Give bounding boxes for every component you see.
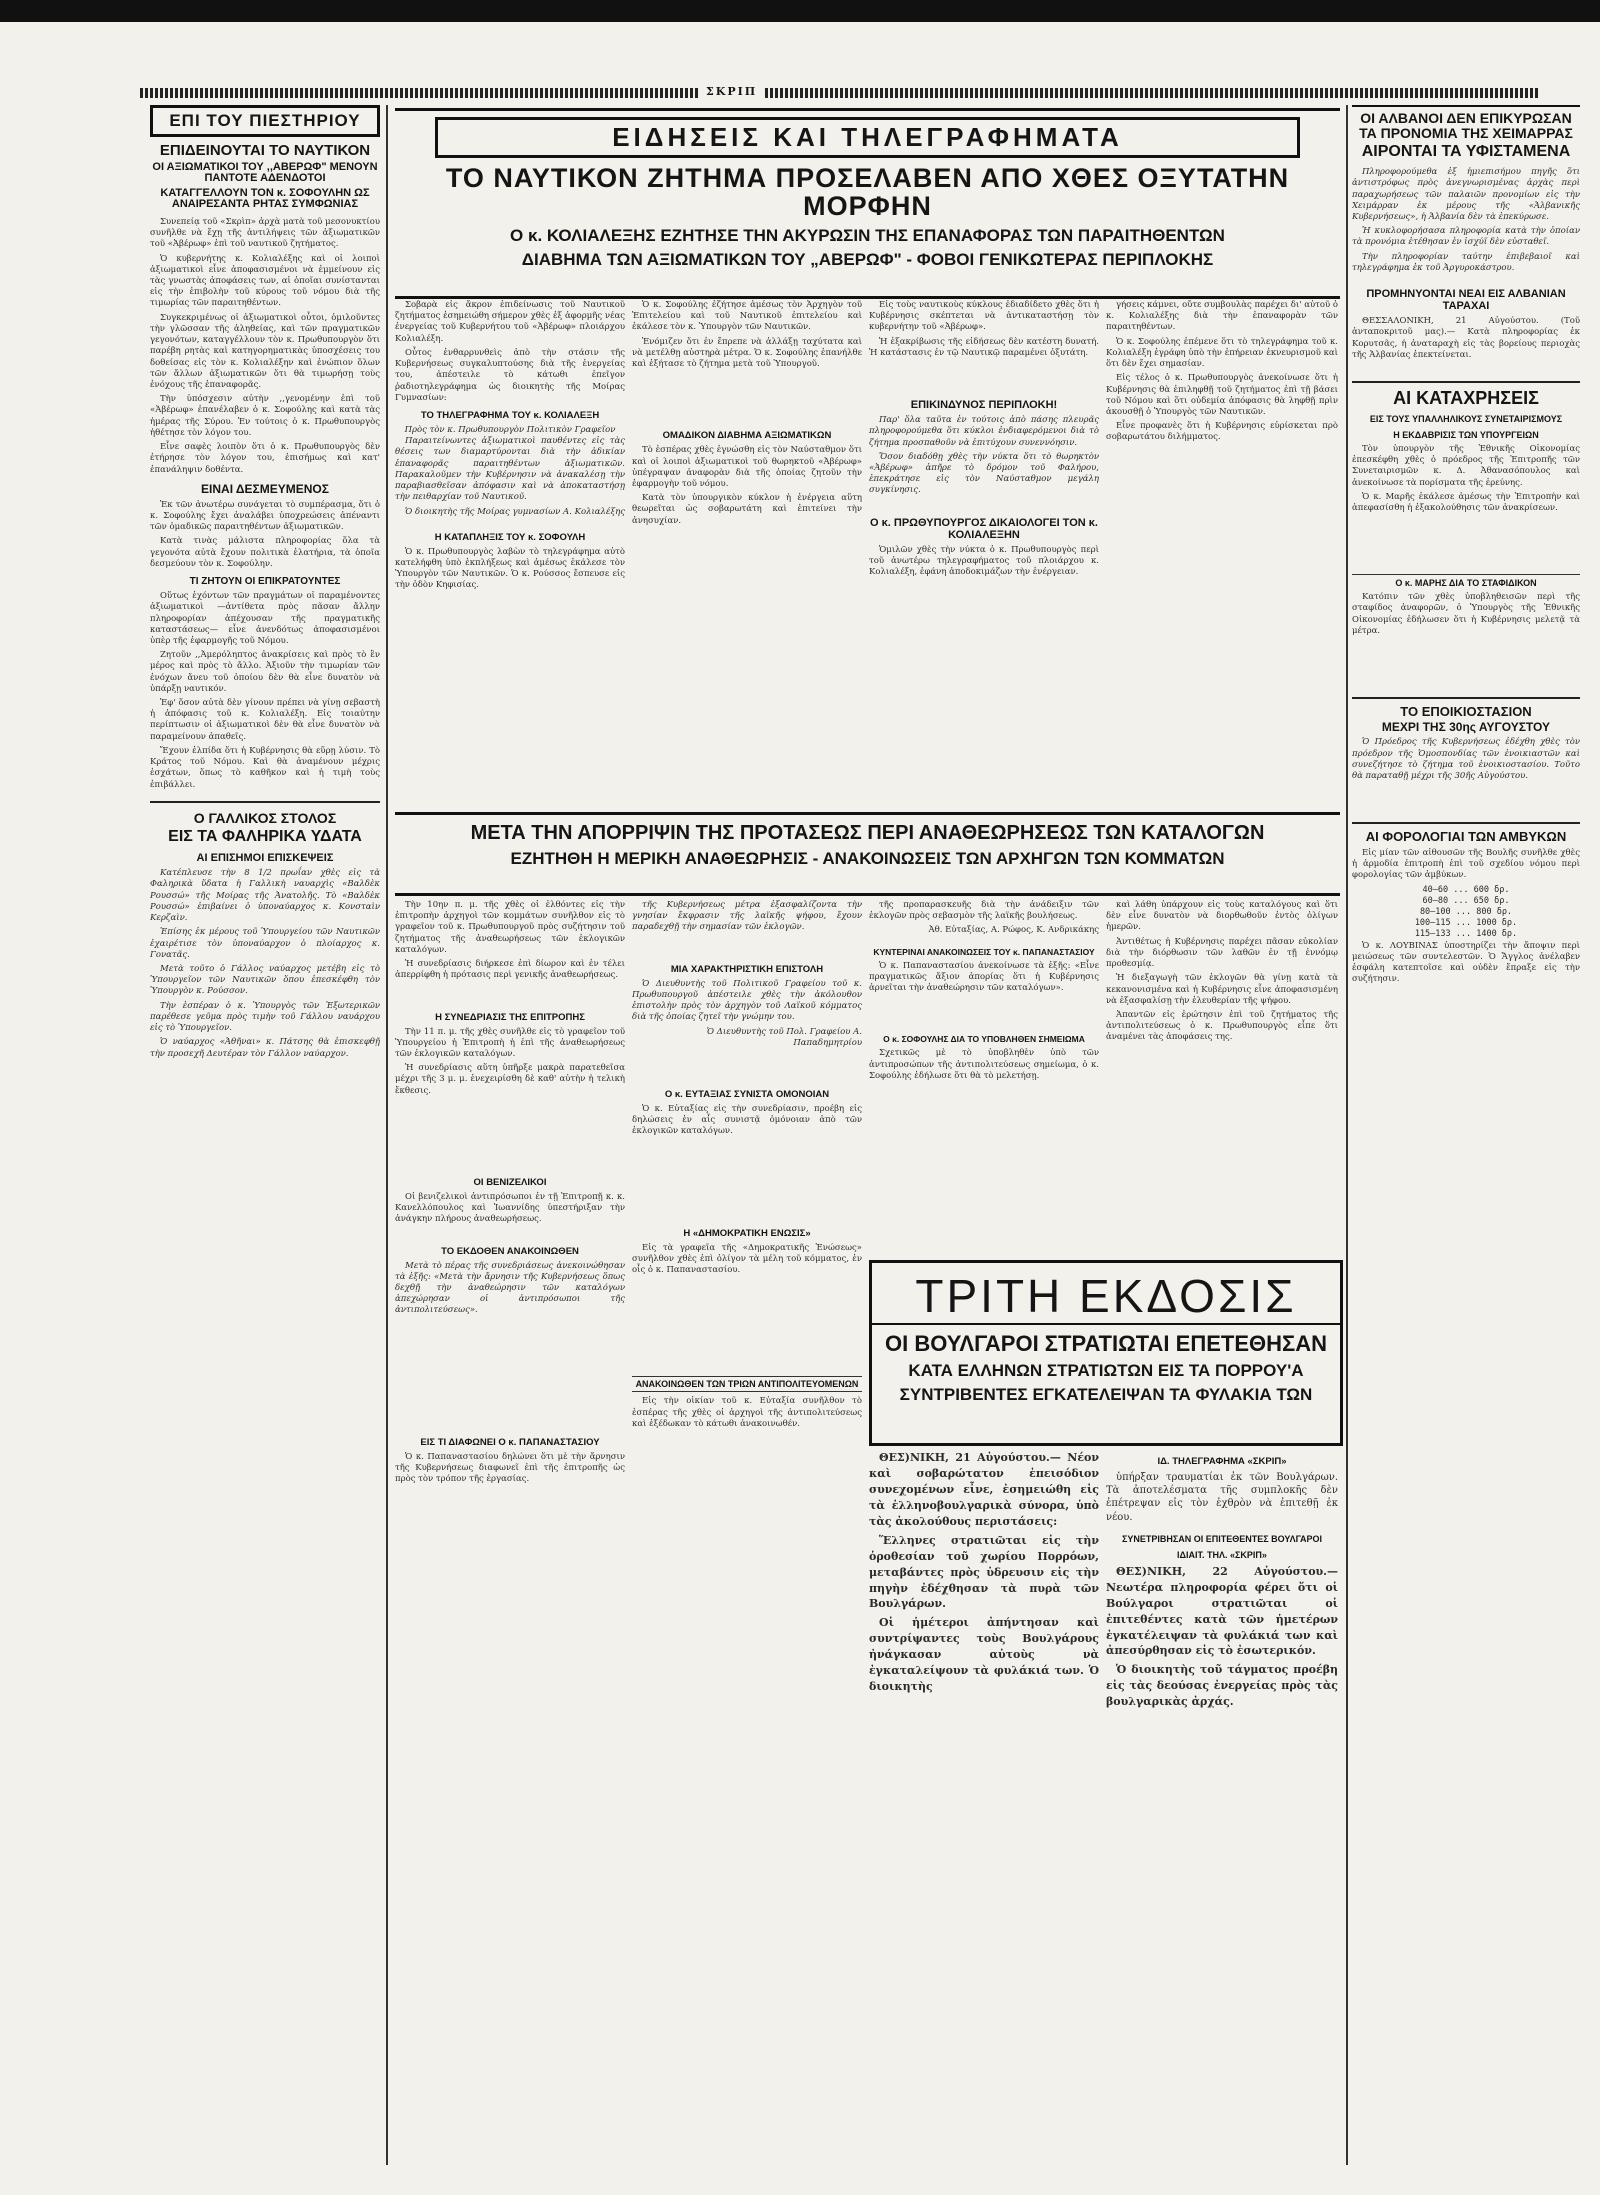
- article-body: [632, 445, 862, 527]
- paragraph: ὑπήρξαν τραυματίαι ἐκ τῶν Βουλγάρων. Τὰ ἀποτελέσματα τῆς συμπλοκῆς δὲν ἐπέτρεψαν εἰς τὸν ἐχθρὸν νὰ ἐπιτεθῇ ἐκ νέου.: [1106, 1472, 1338, 1523]
- paragraph: Εἶνε προφανὲς ὅτι ἡ Κυβέρνησις εὑρίσκεται πρὸ σοβαρωτάτου διλήμματος.: [1106, 421, 1338, 443]
- article-body: [869, 300, 1099, 359]
- paragraph: καὶ λάθη ὑπάρχουν εἰς τοὺς καταλόγους καὶ ὅτι δὲν εἶνε δυνατὸν νὰ διορθωθοῦν ἐντὸς ὀλίγων ἡμερῶν.: [1106, 900, 1338, 933]
- paragraph: Τὸ ἑσπέρας χθὲς ἐγνώσθη εἰς τὸν Ναύσταθμον ὅτι καὶ οἱ λοιποὶ ἀξιωματικοὶ τοῦ θωρηκτοῦ «Ἀβέρωφ» ὑπέγραψαν ἀναφορὰν διὰ τῆς ὁποίας ζητοῦν τὴν ἐφαρμογὴν τοῦ νόμου.: [632, 445, 862, 489]
- article-body: [1352, 444, 1580, 514]
- article-body: [1352, 592, 1580, 637]
- paragraph: Ἕλληνες στρατιῶται εἰς τὴν ὁροθεσίαν τοῦ χωρίου Πορρόων, μεταβάντες πρὸς ὑδρευσιν εἰς τὴν πηγὴν ἐδέχθησαν τὰ πυρὰ τῶν Βουλγάρων.: [869, 1533, 1099, 1611]
- article-body: [869, 961, 1099, 995]
- paragraph: Ἡ διεξαγωγὴ τῶν ἐκλογῶν θὰ γίνῃ κατὰ τὰ κεκανονισμένα καὶ ἡ Κυβέρνησις εἶνε ἀποφασισμένη νὰ ἐξασφαλίσῃ τὴν ἐλευθερίαν τῆς ψήφου.: [1106, 973, 1338, 1006]
- table-row: 100—115 ... 1000 δρ.: [1414, 918, 1518, 929]
- headline: ΟΙ ΒΟΥΛΓΑΡΟΙ ΣΤΡΑΤΙΩΤΑΙ ΕΠΕΤΕΘΗΣΑΝ: [885, 1331, 1327, 1356]
- table-row: 115—133 ... 1400 δρ.: [1414, 929, 1518, 940]
- paragraph: Ὁ κ. ΛΟΥΒΙΝΑΣ ὑποστηρίζει τὴν ἄποψιν περὶ μειώσεως τῶν συντελεστῶν. Ὁ Ἄγγλος ἀνέλαβεν ἐσφάλη κατεπτοῖσε καὶ οὐδὲν ἔπραξε εἰς τὴν συζήτησιν.: [1352, 940, 1580, 985]
- article-body: [632, 1243, 862, 1277]
- headline: ΑΙ ΚΑΤΑΧΡΗΣΕΙΣ: [1393, 388, 1539, 409]
- table-row: 40—60 ... 600 δρ.: [1422, 884, 1510, 895]
- paragraph: Τὴν 11 π. μ. τῆς χθὲς συνῆλθε εἰς τὸ γραφεῖον τοῦ Ὑπουργείου ἡ Ἐπιτροπὴ ἡ ἐπὶ τῆς ἀναθεωρήσεως τῶν ἐκλογικῶν καταλόγων.: [395, 1026, 625, 1059]
- subheading: ΜΙΑ ΧΑΡΑΚΤΗΡΙΣΤΙΚΗ ΕΠΙΣΤΟΛΗ: [670, 963, 824, 975]
- paragraph: Εἶνε σαφὲς λοιπὸν ὅτι ὁ κ. Πρωθυπουργὸς δὲν ἐτήρησε τὸν λόγον του, ἐπισήμως καὶ κατ' ἐπανάληψιν δοθέντα.: [150, 442, 380, 475]
- lead-deck: ΔΙΑΒΗΜΑ ΤΩΝ ΑΞΙΩΜΑΤΙΚΩΝ ΤΟΥ „ΑΒΕΡΩΦ" - ΦΟΒΟΙ ΓΕΝΙΚΩΤΕΡΑΣ ΠΕΡΙΠΛΟΚΗΣ: [521, 249, 1214, 269]
- table-row: 60—80 ... 650 δρ.: [1422, 895, 1510, 906]
- paragraph: Ὁμιλῶν χθὲς τὴν νύκτα ὁ κ. Πρωθυπουργὸς περὶ τοῦ ἀνωτέρω τηλεγραφήματος τοῦ πλοιάρχου κ. Κολιαλέξη, ἐφάνη ἀποδοκιμάζων τὴν ἐνέργειαν.: [869, 544, 1099, 578]
- headline-deck: ΚΑΤΑΓΓΕΛΛΟΥΝ ΤΟΝ κ. ΣΟΦΟΥΛΗΝ ΩΣ ΑΝΑΙΡΕΣΑΝΤΑ ΡΗΤΑΣ ΣΥΜΦΩΝΙΑΣ: [160, 186, 370, 211]
- lead-column-4: [1106, 300, 1338, 805]
- paragraph: Ἡ συνεδρίασις αὕτη ὑπῆρξε μακρὰ παρατεθεῖσα μέχρι τῆς 3 μ. μ. ἐνεχειρίσθη δὲ καθ' αὐτὴν ἡ τελικὴ ἔκθεσις.: [395, 1063, 625, 1096]
- paragraph: Ὁ κ. Σοφούλης ἐπέμενε ὅτι τὸ τηλεγράφημα τοῦ κ. Κολιαλέξη ἐγράφη ὑπὸ τὴν ἐπήρειαν ἐκνευρισμοῦ καὶ ὅτι δὲν ἔχει σημασίαν.: [1106, 336, 1338, 370]
- paragraph: Οὗτος ἐνθαρρυνθεὶς ἀπὸ τὴν στάσιν τῆς Κυβερνήσεως συγκαλυπτούσης διὰ τῆς ἐνεργείας του, ἀπέστειλε τὸ κάτωθι ἐπεῖγον ῥαδιοτηλεγράφημα ὡς διοικητὴς τῆς Μοίρας Γυμνασίων:: [395, 347, 625, 403]
- left-column: [150, 105, 380, 2165]
- headline: ΕΙΣ ΤΑ ΦΑΛΗΡΙΚΑ ΥΔΑΤΑ: [168, 828, 362, 846]
- article-body: [869, 900, 1099, 937]
- paragraph: Τὸν ὑπουργὸν τῆς Ἐθνικῆς Οἰκονομίας ἐπεσκέφθη χθὲς ὁ πρόεδρος τῆς Ἐπιτροπῆς τῶν Συνεταιρισμῶν κ. Δ. Ἀθανασόπουλος καὶ ἀνεκοίνωσε τὰ πορίσματα τῆς ἐρεύνης.: [1352, 443, 1580, 488]
- paragraph: Ἡ κυκλοφορήσασα πληροφορία κατὰ τὴν ὁποίαν τὰ προνόμια ἐτέθησαν ἐν ἰσχύϊ δὲν εὐσταθεῖ.: [1352, 226, 1580, 248]
- paragraph: Παρ' ὅλα ταῦτα ἐν τούτοις ἀπὸ πάσης πλευρᾶς πληροφορούμεθα ὅτι κύκλοι ἐνδιαφερόμενοι διὰ τὸ ζήτημα προσπαθοῦν νὰ ἐπιτύχουν συνεννόησιν.: [869, 415, 1099, 448]
- article-body: [869, 1450, 1099, 1695]
- paragraph: Ἀντιθέτως ἡ Κυβέρνησις παρέχει πᾶσαν εὐκολίαν διὰ τὴν διόρθωσιν τῶν λαθῶν ἐν τῇ ἐννόμῳ προθεσμίᾳ.: [1106, 936, 1338, 970]
- article-body: [395, 300, 625, 404]
- column-rule: [386, 105, 388, 2165]
- subheading: Η ΣΥΝΕΔΡΙΑΣΙΣ ΤΗΣ ΕΠΙΤΡΟΠΗΣ: [435, 1011, 585, 1023]
- article-body: [150, 868, 380, 1060]
- headline-deck: ΣΥΝΤΡΙΒΕΝΤΕΣ ΕΓΚΑΤΕΛΕΙΨΑΝ ΤΑ ΦΥΛΑΚΙΑ ΤΩΝ: [899, 1385, 1313, 1404]
- second-story-banner: [395, 812, 1340, 896]
- article-divider: [150, 801, 380, 803]
- article-body: [1106, 300, 1338, 444]
- article-body: [869, 1048, 1099, 1082]
- paragraph: Ὁ Πρόεδρος τῆς Κυβερνήσεως ἐδέχθη χθὲς τὸν πρόεδρον τῆς Ὁμοσπονδίας τῶν ἐνοικιαστῶν καὶ συνεζήτησε τὸ ζήτημα τοῦ ἐνοικιοστασίου. Τοῦτο θὰ παραταθῇ μέχρι τῆς 30ῆς Αὐγούστου.: [1352, 737, 1580, 781]
- paragraph: Ἐνόμιζεν ὅτι ἐν ἔπρεπε νὰ ἀλλάξῃ ταχύτατα καὶ νὰ μετέλθῃ αὐστηρὰ μέτρα. Ὁ κ. Σοφούλης ἐπανήλθε καὶ ἐξήτασε τὸ ζήτημα μετὰ τοῦ Ὑπουργοῦ.: [632, 336, 862, 370]
- paragraph: Συνεπείᾳ τοῦ «Σκρὶπ» ἀρχὰ ματὰ τοῦ μεσονυκτίου συνῆλθε νὰ ἔχῃ τῆς ἀντιλήψεις τῶν ἀξιωματικῶν τοῦ «Ἀβέρωφ» ἐπὶ τοῦ ναυτικοῦ ζητήματος.: [150, 216, 380, 250]
- article-body: [632, 1396, 862, 1430]
- paragraph: Εἰς μίαν τῶν αἰθουσῶν τῆς Βουλῆς συνῆλθε χθὲς ἡ ἀρμοδία ἐπιτροπὴ ἐπὶ τοῦ σχεδίου νόμου περὶ φορολογίας τῶν ἀμβύκων.: [1352, 847, 1580, 881]
- subheading: ΤΟ ΕΚΔΟΘΕΝ ΑΝΑΚΟΙΝΩΘΕΝ: [441, 1245, 579, 1257]
- paragraph: Ὅσον διαδόθῃ χθὲς τὴν νύκτα ὅτι τὸ θωρηκτὸν «Ἀβέρωφ» ἀπῆρε τὸ δρόμον τοῦ Φαλήρου, ἐπεκράτησε εἰς τὸν Ναύσταθμον μεγάλη συγκίνησις.: [869, 451, 1099, 496]
- story-column-3: [869, 900, 1099, 1250]
- edition-title: ΤΡΙΤΗ ΕΚΔΟΣΙΣ: [872, 1269, 1340, 1325]
- paragraph: γήσεις κάμνει, οὔτε συμβουλὰς παρέχει δι' αὐτοῦ ὁ κ. Κολιαλέξης διὰ τὴν ἐπαναφορὰν τῶν παραιτηθέντων.: [1106, 300, 1338, 333]
- lead-column-3: [869, 300, 1099, 805]
- paragraph: Σοβαρὰ εἰς ἄκρον ἐπιδείνωσις τοῦ Ναυτικοῦ ζητήματος ἐσημειώθη σήμερον χθὲς ἐξ ἀφορμῆς νέας ἐνεργείας τοῦ Κυβερνήτου τοῦ «Ἀβέρωφ» πλοιάρχου Κολιαλέξη.: [395, 300, 625, 344]
- article-body: [1106, 1471, 1338, 1524]
- headline: ΑΙ ΦΟΡΟΛΟΓΙΑΙ ΤΩΝ ΑΜΒΥΚΩΝ: [1365, 829, 1567, 845]
- headline-deck: ΕΖΗΤΗΘΗ Η ΜΕΡΙΚΗ ΑΝΑΘΕΩΡΗΣΙΣ - ΑΝΑΚΟΙΝΩΣΕΙΣ ΤΩΝ ΑΡΧΗΓΩΝ ΤΩΝ ΚΟΜΜΑΤΩΝ: [510, 849, 1225, 868]
- third-edition-column-1: [869, 1450, 1099, 2160]
- headline: ΕΠΙΔΕΙΝΟΥΤΑΙ ΤΟ ΝΑΥΤΙΚΟΝ: [159, 142, 371, 159]
- subheading: Ο κ. ΠΡΩΘΥΠΟΥΡΓΟΣ ΔΙΚΑΙΟΛΟΓΕΙ ΤΟΝ κ. ΚΟΛΙΑΛΕΞΗΝ: [870, 516, 1098, 541]
- paragraph: Ἐπίσης ἐκ μέρους τοῦ Ὑπουργείου τῶν Ναυτικῶν ἐχαιρέτισε τὸν ὑποναύαρχον ὁ πλοίαρχος κ. Γονατᾶς.: [150, 927, 380, 960]
- lead-column-2: [632, 300, 862, 805]
- paragraph: Εἰς τοὺς ναυτικοὺς κύκλους ἐδιαδίδετο χθὲς ὅτι ἡ Κυβέρνησις σκέπτεται νὰ ἀντικαταστήσῃ τὸν κυβερνήτην τοῦ «Ἀβέρωφ».: [869, 300, 1099, 333]
- paragraph: Οὕτως ἐχόντων τῶν πραγμάτων οἱ παραμένοντες ἀξιωματικοὶ —ἀντίθετα πρὸς πᾶσαν ἄλλην πληροφορίαν ἀπέχουσαν τῆς πραγματικῆς καταστάσεως— εἶνε ἀνενδότως ἀποφασισμένοι ὑπὲρ τῆς ἐφαρμογῆς τοῦ Νόμου.: [150, 591, 380, 646]
- story-column-2: [632, 900, 862, 2160]
- paragraph: Οἱ ἡμέτεροι ἀπήντησαν καὶ συντρίψαντες τοὺς Βουλγάρους ἠνάγκασαν αὐτοὺς νὰ ἐγκαταλείψουν τὰ φυλάκιά των. Ὁ διοικητὴς: [869, 1616, 1099, 1694]
- subheading: ΕΙΝΑΙ ΔΕΣΜΕΥΜΕΝΟΣ: [201, 481, 329, 496]
- article-body: [150, 217, 380, 476]
- article-divider: [1352, 381, 1580, 383]
- dateline-heading: ΙΔΙΑΙΤ. ΤΗΛ. «ΣΚΡΙΠ»: [1177, 1549, 1267, 1560]
- subheading: ΠΡΟΜΗΝΥΟΝΤΑΙ ΝΕΑΙ ΕΙΣ ΑΛΒΑΝΙΑΝ ΤΑΡΑΧΑΙ: [1366, 288, 1566, 313]
- lead-column-1: [395, 300, 625, 805]
- article-divider: [1352, 822, 1580, 824]
- article-body: [632, 900, 862, 934]
- paragraph: ΘΕΣΣΑΛΟΝΙΚΗ, 21 Αὐγούστου. (Τοῦ ἀνταποκριτοῦ μας).— Κατὰ πληροφορίας ἐκ Κορυτσᾶς, ἡ ἀναταραχὴ εἰς τὰς βορείους περιοχὰς τῆς Ἀλβανίας ἐπεκτείνεται.: [1352, 316, 1580, 360]
- subheading: ΤΟ ΤΗΛΕΓΡΑΦΗΜΑ ΤΟΥ κ. ΚΟΛΙΑΛΕΞΗ: [420, 409, 600, 421]
- paragraph: Ἡ συνεδρίασις διήρκεσε ἐπὶ δίωρον καὶ ἐν τέλει ἀπερρίφθη ἡ πρότασις περὶ γενικῆς ἀναθεωρήσεως.: [395, 959, 625, 981]
- subheading: ΑΙ ΕΠΙΣΗΜΟΙ ΕΠΙΣΚΕΨΕΙΣ: [196, 852, 334, 865]
- headline-deck: ΚΑΤΑ ΕΛΛΗΝΩΝ ΣΤΡΑΤΙΩΤΩΝ ΕΙΣ ΤΑ ΠΟΡΡΟΥ'Α: [908, 1361, 1304, 1380]
- subheading: ΑΝΑΚΟΙΝΩΘΕΝ ΤΩΝ ΤΡΙΩΝ ΑΝΤΙΠΟΛΙΤΕΥΟΜΕΝΩΝ: [632, 1376, 862, 1392]
- article-body: [1352, 941, 1580, 986]
- table-row: 80—100 ... 800 δρ.: [1419, 906, 1513, 917]
- signature: Ὁ Διευθυντὴς τοῦ Πολ. Γραφείου Α. Παπαδημητρίου: [706, 1026, 862, 1048]
- article-body: [632, 300, 862, 370]
- headline: ΟΙ ΑΛΒΑΝΟΙ ΔΕΝ ΕΠΙΚΥΡΩΣΑΝ ΤΑ ΠΡΟΝΟΜΙΑ ΤΗΣ ΧΕΙΜΑΡΡΑΣ: [1352, 105, 1580, 140]
- paragraph: Μετὰ τοῦτο ὁ Γάλλος ναύαρχος μετέβη εἰς τὸ Ὑπουργεῖον τῶν Ναυτικῶν ὅπου ἐπεσκέφθη τὸν Ὑπουργὸν κ. Ρούσσον.: [150, 964, 380, 997]
- paragraph: Κατέπλευσε τὴν 8 1/2 πρωΐαν χθὲς εἰς τὰ Φαληρικὰ ὕδατα ἡ Γαλλικὴ ναυαρχὶς «Βαλδὲκ Ρουσσώ» τῆς Μοίρας τῆς Ἀνατολῆς. Τὸ «Βαλδὲκ Ρουσσώ» ἐπιβαίνει ὁ ὑποναύαρχος κ. Κονσταὶν Κερζαὶν.: [150, 868, 380, 924]
- running-head-rule: [140, 88, 1540, 98]
- story-column-4: [1106, 900, 1338, 1250]
- scan-top-edge: [0, 0, 1600, 22]
- article-body: [150, 500, 380, 570]
- headline-deck: ΜΕΧΡΙ ΤΗΣ 30ης ΑΥΓΟΥΣΤΟΥ: [1381, 719, 1551, 734]
- article-body: [395, 436, 625, 518]
- article-body: [395, 1027, 625, 1097]
- paragraph: Σχετικῶς μὲ τὸ ὑποβληθὲν ὑπὸ τῶν ἀντιπροσώπων τῆς ἀντιπολιτεύσεως σημείωμα, ὁ κ. Σοφούλης ἐδήλωσε ὅτι θὰ τὸ μελετήσῃ.: [869, 1048, 1099, 1081]
- paragraph: Συγκεκριμένως οἱ ἀξιωματικοὶ οὗτοι, ὁμιλοῦντες τὴν γλῶσσαν τῆς ἀληθείας, καὶ τῶν πραγματικῶν γεγονότων, καταγγέλλουν τὸν κ. Πρωθυπουργὸν ὅτι παρέβη ρητὰς καὶ κατηγορηματικὰς ὑποσχέσεις του δοθείσας εἰς τὸν κ. Κολιαλέξην καὶ ἐνώπιον ὅλων τῶν ἄλλων ἀξιωματικῶν ὅτι θὰ τιμωρήσῃ τοὺς ἐνόχους τῆς ἐπαναφορᾶς.: [150, 312, 380, 390]
- paragraph: Τὴν 10ην π. μ. τῆς χθὲς οἱ ἐλθόντες εἰς τὴν ἐπιτροπὴν ἀρχηγοὶ τῶν κομμάτων συνῆλθον εἰς τὸ γραφεῖον τοῦ κ. Πρωθυπουργοῦ πρὸς συζήτησιν τοῦ ζητήματος τῆς ἀναθεωρήσεως τῶν ἐκλογικῶν καταλόγων.: [395, 900, 625, 955]
- article-body: [1352, 167, 1580, 274]
- right-column: [1352, 105, 1580, 2165]
- paragraph: Εἰς τέλος ὁ κ. Πρωθυπουργὸς ἀνεκοίνωσε ὅτι ἡ Κυβέρνησις θὰ ἐπιληφθῇ τοῦ ζητήματος ἐπὶ τῇ βάσει τοῦ Νόμου καὶ ὅτι οὐδεμία ἀπόφασις θὰ ληφθῇ πρὶν ἀκουσθῇ ὁ Ὑπουργὸς τῶν Ναυτικῶν.: [1106, 373, 1338, 417]
- article-body: [150, 591, 380, 791]
- subheading: Ο κ. ΕΥΤΑΞΙΑΣ ΣΥΝΙΣΤΑ ΟΜΟΝΟΙΑΝ: [664, 1088, 830, 1100]
- paragraph: τῆς προπαρασκευῆς διὰ τὴν ἀνάδειξιν τῶν ἐκλογῶν πρὸς σεβασμὸν τῆς λαϊκῆς βουλήσεως.: [869, 900, 1099, 922]
- paragraph: Πληροφορούμεθα ἐξ ἡμιεπισήμου πηγῆς ὅτι ἀντιστρόφως πρὸς ἀνεγνωρισμένας ἀρχὰς περὶ παραχωρήσεως τῶν παλαιῶν προνομίων εἰς τὴν Χειμάρραν ἐκ μέρους τῆς «Ἀλβανικῆς Κυβερνήσεως», ἡ Ἀλβανία δὲν τὰ ἐπεκύρωσε.: [1352, 167, 1580, 223]
- lead-headline: ΤΟ ΝΑΥΤΙΚΟΝ ΖΗΤΗΜΑ ΠΡΟΣΕΛΑΒΕΝ ΑΠΟ ΧΘΕΣ ΟΞΥΤΑΤΗΝ ΜΟΡΦΗΝ: [445, 163, 1290, 222]
- signature: Ἀθ. Εὐταξίας, Α. Ρώφος, Κ. Ανδρικάκης: [928, 925, 1099, 936]
- subheading: Η «ΔΗΜΟΚΡΑΤΙΚΗ ΕΝΩΣΙΣ»: [683, 1227, 811, 1239]
- paragraph: Ὁ κ. Μαρῆς ἐκάλεσε ἀμέσως τὴν Ἐπιτροπὴν καὶ ἀπεφασίσθη ἡ ἐξακολούθησις τῶν ἀνακρίσεων.: [1352, 491, 1580, 513]
- subheading: Η ΕΚΔΑΒΡΙΣΙΣ ΤΩΝ ΥΠΟΥΡΓΕΙΩΝ: [1393, 429, 1539, 440]
- paragraph: Κατόπιν τῶν χθὲς ὑποβληθεισῶν περὶ τῆς σταφίδος ἀναφορῶν, ὁ Ὑπουργὸς τῆς Ἐθνικῆς Οἰκονομίας ἐδήλωσεν ὅτι ἡ Κυβέρνησις μελετᾷ τὰ μέτρα.: [1352, 592, 1580, 636]
- article-body: [1352, 316, 1580, 361]
- paragraph: Ἐκ τῶν ἀνωτέρω συνάγεται τὸ συμπέρασμα, ὅτι ὁ κ. Σοφούλης ἔχει ἀναλάβει ὑποχρεώσεις ἀπέναντι τῶν ὀμαδικῶς παραιτηθέντων ἀξιωματικῶν.: [150, 499, 380, 533]
- subheading: Η ΚΑΤΑΠΛΗΞΙΣ ΤΟΥ κ. ΣΟΦΟΥΛΗ: [434, 531, 586, 543]
- subheading: Ο κ. ΜΑΡΗΣ ΔΙΑ ΤΟ ΣΤΑΦΙΔΙΚΟΝ: [1352, 574, 1580, 588]
- column-rule: [1346, 105, 1348, 2165]
- paragraph: Εἰς τὴν οἰκίαν τοῦ κ. Εὐταξία συνῆλθον τὸ ἑσπέρας τῆς χθὲς οἱ ἀρχηγοὶ τῆς ἀντιπολιτεύσεως καὶ ἐξέδωκαν τὸ κάτωθι ἀνακοινωθέν.: [632, 1396, 862, 1429]
- article-body: [1106, 900, 1338, 1044]
- paragraph: Ἐφ' ὅσον αὐτὰ δὲν γίνουν πρέπει νὰ γίνῃ σεβαστὴ ἡ ἀπόφασις τοῦ κ. Κολιαλέξη. Εἰς τοιαύτην περίπτωσιν οἱ ἀξιωματικοὶ δὲν θὰ εἶνε δυνατὸν νὰ παραμείνουν ἀπαθεῖς.: [150, 698, 380, 742]
- subheading: ΣΥΝΕΤΡΙΒΗΣΑΝ ΟΙ ΕΠΙΤΕΘΕΝΤΕΣ ΒΟΥΛΓΑΡΟΙ: [1121, 1533, 1323, 1544]
- paragraph: ΘΕΣ)ΝΙΚΗ, 22 Αὐγούστου.— Νεωτέρα πληροφορία φέρει ὅτι οἱ Βούλγαροι στρατιῶται οἱ ἐπιτεθέντες κατὰ τῶν ἡμετέρων ἐγκατέλειψαν τὰ φυλάκιά των καὶ ἀπεσύρθησαν εἰς τὸ ἐσωτερικόν.: [1106, 1564, 1338, 1658]
- section-title: ΕΙΔΗΣΕΙΣ ΚΑΙ ΤΗΛΕΓΡΑΦΗΜΑΤΑ: [435, 117, 1300, 158]
- article-body: [1106, 1564, 1338, 1710]
- address-line: Πρὸς τὸν κ. Πρωθυπουργὸν Πολιτικὸν Γραφεῖον: [404, 424, 616, 435]
- article-body: [632, 1104, 862, 1138]
- subheading: ΕΠΙΚΙΝΔΥΝΟΣ ΠΕΡΙΠΛΟΚΗ!: [910, 399, 1058, 412]
- dateline-heading: ΙΔ. ΤΗΛΕΓΡΑΦΗΜΑ «ΣΚΡΙΠ»: [1157, 1456, 1287, 1467]
- paragraph: Ὁ Διευθυντὴς τοῦ Πολιτικοῦ Γραφείου τοῦ κ. Πρωθυπουργοῦ ἀπέστειλε χθὲς τὴν ἀκόλουθον ἐπιστολὴν πρὸς τὸν ἀρχηγὸν τοῦ Λαϊκοῦ κόμματος διὰ τῆς ὁποίας ζητεῖ τὴν γνώμην του.: [632, 978, 862, 1023]
- paragraph: Ὁ κ. Παπαναστασίου ἀνεκοίνωσε τὰ ἑξῆς: «Εἶνε πραγματικῶς ἄξιον ἀπορίας ὅτι ἡ Κυβέρνησις ἀρνεῖται τὴν ἀναθεώρησιν τῶν καταλόγων».: [869, 960, 1099, 994]
- article-body: [395, 547, 625, 592]
- paragraph: Τὴν ὑπόσχεσιν αὐτὴν ,,γενομένην ἐπὶ τοῦ «Ἀβέρωφ» ἐπανέλαβεν ὁ κ. Σοφούλης καὶ κατὰ τὰς ἡμέρας τῆς Σύρου. Ἐν τούτοις ὁ κ. Πρωθυπουργὸς ἠθέτησε τὸν λόγον του.: [150, 394, 380, 438]
- section-box-title: ΕΠΙ ΤΟΥ ΠΙΕΣΤΗΡΙΟΥ: [150, 105, 380, 137]
- third-edition-box: [869, 1260, 1343, 1446]
- headline-deck: ΑΙΡΟΝΤΑΙ ΤΑ ΥΦΙΣΤΑΜΕΝΑ: [1361, 143, 1571, 161]
- headline: ΤΟ ΕΠΟΙΚΙΟΣΤΑΣΙΟΝ: [1400, 704, 1532, 720]
- paragraph: Ἡ ἐξακρίβωσις τῆς εἰδήσεως δὲν κατέστη δυνατή. Ἡ κατάστασις ἐν τῷ Ναυτικῷ παραμένει ὀξυτάτη.: [869, 336, 1099, 358]
- article-body: [869, 415, 1099, 497]
- subheading: Ο κ. ΣΟΦΟΥΛΗΣ ΔΙΑ ΤΟ ΥΠΟΒΛΗΘΕΝ ΣΗΜΕΙΩΜΑ: [883, 1034, 1085, 1045]
- paragraph: Παραιτείνωντες ἀξιωματικοὶ παυθέντες εἰς τὰς θέσεις των διαμαρτύρονται διὰ τὴν ἀδικίαν ἐπαναφορᾶς παραιτηθέντων ἀξιωματικῶν. Παρακαλοῦμεν τὴν Κυβέρνησιν νὰ ἀνακαλέσῃ τὴν παραβιασθεῖσαν ἀπόφασιν καὶ νὰ ἀποκαταστήσῃ τὴν πειθαρχίαν τοῦ Ναυτικοῦ.: [395, 436, 625, 503]
- paragraph: Ὁ κ. Παπαναστασίου δηλώνει ὅτι μὲ τὴν ἄρνησιν τῆς Κυβερνήσεως διαφωνεῖ ἐπὶ τῆς ἐπιτροπῆς ὡς πρὸς τὸν τρόπον τῆς ἐργασίας.: [395, 1451, 625, 1485]
- paragraph: Ἀπαντῶν εἰς ἐρώτησιν ἐπὶ τοῦ ζητήματος τῆς ἀντιπολιτεύσεως ὁ κ. Πρωθυπουργὸς εἶπε ὅτι ἀναμένει τὰς ἀποφάσεις της.: [1106, 1009, 1338, 1043]
- subheading: ΚΥΝΤΕΡΙΝΑΙ ΑΝΑΚΟΙΝΩΣΕΙΣ ΤΟΥ κ. ΠΑΠΑΝΑΣΤΑΣΙΟΥ: [873, 946, 1095, 957]
- paragraph: ΘΕΣ)ΝΙΚΗ, 21 Αὐγούστου.— Νέον καὶ σοβαρώτατον ἐπεισόδιον συνεχομένων εἶνε, ἐσημειώθη εἰς τὰ ἑλληνοβουλγαρικὰ σύνορα, ὑπὸ τὰς ἀκολούθους περιστάσεις:: [869, 1451, 1099, 1528]
- paragraph: Τὴν ἑσπέραν ὁ κ. Ὑπουργὸς τῶν Ἐξωτερικῶν παρέθεσε γεῦμα πρὸς τιμὴν τοῦ Γάλλου ναυάρχου εἰς τὸ Ὑπουργεῖον.: [150, 1000, 380, 1034]
- lead-story-banner: [395, 108, 1340, 299]
- paragraph: Τὴν πληροφορίαν ταύτην ἐπιβεβαιοῖ καὶ τηλεγράφημα ἐκ τοῦ Ἀργυροκάστρου.: [1352, 251, 1580, 273]
- paragraph: Ὁ κυβερνήτης κ. Κολιαλέξης καὶ οἱ λοιποὶ ἀξιωματικοὶ εἶνε ἀποφασισμένοι νὰ ἐμμείνουν εἰς τὰς γνωστὰς ἀποφάσεις των, αἱ ὁποῖαι συνίστανται εἰς τὴν ἐπιβολὴν τοῦ κύρους τοῦ νόμου διὰ τῆς τιμωρίας τῶν παραιτηθέντων.: [150, 253, 380, 309]
- article-body: [395, 1261, 625, 1317]
- story-column-1: [395, 900, 625, 2160]
- paragraph: Κατὰ τὸν ὑπουργικὸν κύκλον ἡ ἐνέργεια αὕτη θεωρεῖται ὡς σοβαρωτάτη καὶ ἐπιτείνει τὴν ἀνησυχίαν.: [632, 493, 862, 526]
- paragraph: Ὁ ναύαρχος «Ἀθῆναι» κ. Πάτσης θὰ ἐπισκεφθῇ τὴν προσεχῆ Δευτέραν τὸν Γάλλον ναύαρχον.: [150, 1037, 380, 1059]
- paragraph: Μετὰ τὸ πέρας τῆς συνεδριάσεως ἀνεκοινώθησαν τὰ ἑξῆς: «Μετὰ τὴν ἄρνησιν τῆς Κυβερνήσεως ὅπως δεχθῇ τὴν ἀναθεώρησιν τῶν καταλόγων ἀπεχώρησαν οἱ ἀντιπρόσωποι τῆς ἀντιπολιτεύσεως».: [395, 1260, 625, 1316]
- paragraph: Οἱ βενιζελικοὶ ἀντιπρόσωποι ἐν τῇ Ἐπιτροπῇ κ. κ. Κανελλόπουλος καὶ Ἰωαννίδης ὑπεστήριξαν τὴν ἀνάγκην πλήρους ἀναθεωρήσεως.: [395, 1191, 625, 1225]
- paragraph: Ὁ κ. Πρωθυπουργὸς λαβὼν τὸ τηλεγράφημα αὐτὸ κατελήφθη ὑπὸ ἐκπλήξεως καὶ ἀμέσως ἐκάλεσε τὸν Ὑπουργὸν τῶν Ναυτικῶν. Ὁ κ. Ρούσσος ἔσπευσε εἰς τὴν ὁδὸν Κηφισίας.: [395, 546, 625, 591]
- paragraph: Εἰς τὰ γραφεῖα τῆς «Δημοκρατικῆς Ἑνώσεως» συνῆλθον χθὲς ἐπὶ ὀλίγον τὰ μέλη τοῦ κόμματος, ἐν οἷς ὁ κ. Παπαναστασίου.: [632, 1242, 862, 1276]
- headline: Ο ΓΑΛΛΙΚΟΣ ΣΤΟΛΟΣ: [193, 809, 337, 826]
- headline-deck: ΟΙ ΑΞΙΩΜΑΤΙΚΟΙ ΤΟΥ ,,ΑΒΕΡΩΦ" ΜΕΝΟΥΝ ΠΑΝΤΟΤΕ ΑΔΕΝΔΟΤΟΙ: [152, 160, 378, 185]
- lead-deck: Ο κ. ΚΟΛΙΑΛΕΞΗΣ ΕΖΗΤΗΣΕ ΤΗΝ ΑΚΥΡΩΣΙΝ ΤΗΣ ΕΠΑΝΑΦΟΡΑΣ ΤΩΝ ΠΑΡΑΙΤΗΘΕΝΤΩΝ: [510, 225, 1225, 245]
- paragraph: Ὁ κ. Εὐταξίας εἰς τὴν συνεδρίασιν, προέβη εἰς δηλώσεις ἐν αἷς συνιστᾷ ὁμόνοιαν ἀπὸ τῶν ἐκλογικῶν καταλόγων.: [632, 1103, 862, 1137]
- article-body: [632, 979, 862, 1049]
- tax-table: [1352, 885, 1580, 941]
- paragraph: Ὁ κ. Σοφούλης ἐζήτησε ἀμέσως τὸν Ἀρχηγὸν τοῦ Ἐπιτελείου καὶ τοῦ Ναυτικοῦ ἐπιτελείου καὶ ἐκάλεσε τὸν κ. Ὑπουργὸν τῶν Ναυτικῶν.: [632, 300, 862, 333]
- article-body: [395, 900, 625, 982]
- third-edition-column-2: [1106, 1450, 1338, 2160]
- scan-margin: [0, 22, 1600, 86]
- paragraph: Κατὰ τινὰς μάλιστα πληροφορίας ὅλα τὰ γεγονότα αὐτὰ ἔχουν πολιτικὰ ἐλατήρια, τὰ ὁποῖα δεσμεύουν τὸν κ. Σοφούλην.: [150, 536, 380, 569]
- paragraph: Ζητοῦν ,,Ἀμερόληπτος ἀνακρίσεις καὶ πρὸς τὸ ἓν μέρος καὶ πρὸς τὸ ἄλλο. Ἀξιοῦν τὴν τιμωρίαν τῶν ἐνόχων ἄνευ τοῦ ὁποίου δὲν θὰ εἶνε δυνατὸν νὰ ὑπάρξῃ ναυτικόν.: [150, 650, 380, 694]
- paragraph: Ὁ διοικητὴς τοῦ τάγματος προέβη εἰς τὰς δεούσας ἐνεργείας πρὸς τὰς βουλγαρικὰς ἀρχάς.: [1106, 1663, 1338, 1709]
- paragraph: τῆς Κυβερνήσεως μέτρα ἐξασφαλίζοντα τὴν γνησίαν ἔκφρασιν τῆς λαϊκῆς ψήφου, ἔχουν παραδεχθῇ τὴν σημασίαν τῶν ἐκλογῶν.: [632, 900, 862, 933]
- subheading: ΕΙΣ ΤΙ ΔΙΑΦΩΝΕΙ Ο κ. ΠΑΠΑΝΑΣΤΑΣΙΟΥ: [420, 1436, 600, 1448]
- paragraph: Ἔχουν ἐλπίδα ὅτι ἡ Κυβέρνησις θὰ εὕρῃ λύσιν. Τὸ Κράτος τοῦ Νόμου. Καὶ θὰ ἀναμένουν μέχρις ἐσχάτων, ὅπως τὸ καθῆκον καὶ ἡ τιμὴ τοὺς ἐπιβάλλει.: [150, 745, 380, 790]
- subheading: ΤΙ ΖΗΤΟΥΝ ΟΙ ΕΠΙΚΡΑΤΟΥΝΤΕΣ: [189, 576, 341, 588]
- subheading: ΕΙΣ ΤΟΥΣ ΥΠΑΛΛΗΛΙΚΟΥΣ ΣΥΝΕΤΑΙΡΙΣΜΟΥΣ: [1369, 413, 1563, 424]
- article-body: [395, 1452, 625, 1486]
- article-body: [1352, 737, 1580, 782]
- article-body: [1352, 848, 1580, 882]
- running-head: ΣΚΡΙΠ: [700, 85, 763, 98]
- headline: ΜΕΤΑ ΤΗΝ ΑΠΟΡΡΙΨΙΝ ΤΗΣ ΠΡΟΤΑΣΕΩΣ ΠΕΡΙ ΑΝΑΘΕΩΡΗΣΕΩΣ ΤΩΝ ΚΑΤΑΛΟΓΩΝ: [470, 822, 1265, 844]
- subheading: ΟΜΑΔΙΚΟΝ ΔΙΑΒΗΜΑ ΑΞΙΩΜΑΤΙΚΩΝ: [662, 430, 832, 442]
- article-divider: [1352, 697, 1580, 699]
- signature: Ὁ διοικητὴς τῆς Μοίρας γυμνασίων Α. Κολιαλέξης: [405, 506, 625, 517]
- article-body: [395, 1192, 625, 1226]
- article-body: [869, 545, 1099, 579]
- subheading: ΟΙ ΒΕΝΙΖΕΛΙΚΟΙ: [473, 1176, 547, 1188]
